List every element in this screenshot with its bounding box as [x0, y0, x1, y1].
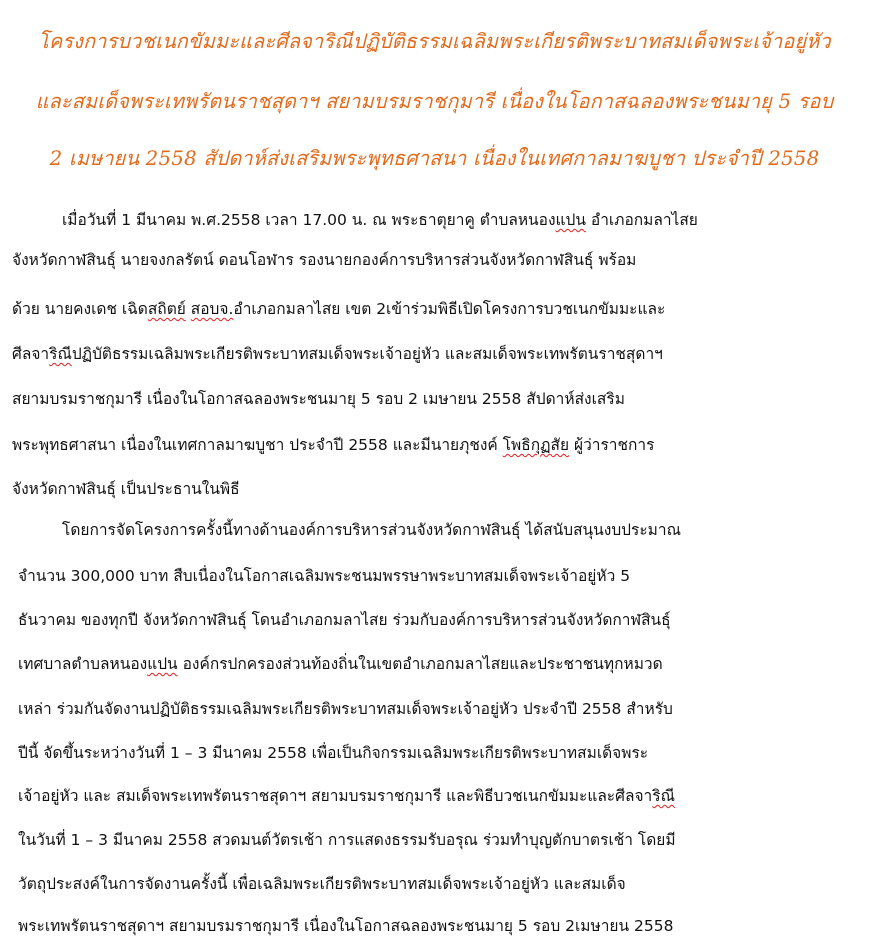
p1-line-1-end: อำเภอกมลาไสย [585, 211, 698, 229]
spell-error-word: ริณี [49, 345, 72, 363]
p1-line-1-text: เมื่อวันที่ 1 มีนาคม พ.ศ.2558 เวลา 17.00 น. ณ พระธาตุยาคู ตำบลหนอง [62, 211, 556, 229]
title-line-3: 2 เมษายน 2558 สัปดาห์ส่งเสริมพระพุทธศาสนา เนื่องในเทศกาลมาฆบูชา ประจำปี 2558 [49, 146, 820, 170]
p1-line-6-a: พระพุทธศาสนา เนื่องในเทศกาลมาฆบูชา ประจำปี 2558 และมีนายภุชงค์ [12, 436, 503, 454]
p1-line-1 [62, 208, 698, 232]
p2-line-4-b: องค์กรปกครองส่วนท้องถิ่นในเขตอำเภอกมลาไสยและประชาชนทุกหมวด [177, 655, 663, 673]
p2-line-4 [18, 652, 663, 676]
p2-line-10: พระเทพรัตนราชสุดาฯ สยามบรมราชกุมารี เนื่องในโอกาสฉลองพระชนมายุ 5 รอบ 2เมษายน 2558 [18, 917, 674, 935]
p2-line-5: เหล่า ร่วมกันจัดงานปฏิบัติธรรมเฉลิมพระเกียรติพระบาทสมเด็จพระเจ้าอยู่หัว ประจำปี 2558 สำหรับ [18, 700, 673, 718]
spell-error-word: สถิตย์ [147, 300, 186, 318]
title-line-2: และสมเด็จพระเทพรัตนราชสุดาฯ สยามบรมราชกุมารี เนื่องในโอกาสฉลองพระชนมายุ 5 รอบ [35, 89, 834, 113]
p2-line-8: ในวันที่ 1 – 3 มีนาคม 2558 สวดมนต์วัตรเช้า การแสดงธรรมรับอรุณ ร่วมทำบุญตักบาตรเช้า โดยมี [18, 831, 676, 849]
spell-error-word: ริณี [652, 787, 675, 805]
p1-line-4-b: ปฏิบัติธรรมเฉลิมพระเกียรติพระบาทสมเด็จพระเจ้าอยู่หัว และสมเด็จพระเทพรัตนราชสุดาฯ [71, 345, 663, 363]
p1-line-4 [12, 342, 663, 366]
p2-line-3: ธันวาคม ของทุกปี จังหวัดกาฬสินธุ์ โดนอำเภอกมลาไสย ร่วมกับองค์การบริหารส่วนจังหวัดกาฬสินธุ์ [18, 611, 671, 629]
p2-line-7 [18, 784, 675, 808]
p1-line-2: จังหวัดกาฬสินธุ์ นายจงกลรัตน์ ดอนโอฬาร รองนายกองค์การบริหารส่วนจังหวัดกาฬสินธุ์ พร้อม [12, 251, 637, 269]
p1-line-7: จังหวัดกาฬสินธุ์ เป็นประธานในพิธี [12, 480, 240, 498]
p1-line-4-a: ศีลจา [12, 345, 50, 363]
p2-line-2: จำนวน 300,000 บาท สืบเนื่องในโอกาสเฉลิมพระชนมพรรษาพระบาทสมเด็จพระเจ้าอยู่หัว 5 [18, 567, 631, 585]
title-line-1: โครงการบวชเนกขัมมะและศีลจาริณีปฏิบัติธรรมเฉลิมพระเกียรติพระบาทสมเด็จพระเจ้าอยู่หัว [38, 29, 831, 53]
p1-line-3-a: ด้วย นายคงเดช เฉิด [12, 300, 148, 318]
p2-line-7-a: เจ้าอยู่หัว และ สมเด็จพระเทพรัตนราชสุดาฯ สยามบรมราชกุมารี และพิธีบวชเนกขัมมะและศีลจา [18, 787, 653, 805]
p2-line-9: วัตถุประสงค์ในการจัดงานครั้งนี้ เพื่อเฉลิมพระเกียรติพระบาทสมเด็จพระเจ้าอยู่หัว และสมเด็จ [18, 875, 626, 893]
spell-error-word: สอบจ. [190, 300, 234, 318]
spell-error-word: โพธิกุฏสัย [502, 436, 570, 454]
spell-error-word: แปน [555, 211, 586, 229]
p1-line-3-c: อำเภอกมลาไสย เขต 2เข้าร่วมพิธีเปิดโครงการบวชเนกขัมมะและ [233, 300, 666, 318]
p2-line-4-a: เทศบาลตำบลหนอง [18, 655, 148, 673]
p2-line-6: ปีนี้ จัดขึ้นระหว่างวันที่ 1 – 3 มีนาคม 2558 เพื่อเป็นกิจกรรมเฉลิมพระเกียรติพระบาทสมเด็จพระ [18, 744, 649, 762]
p1-line-3 [12, 297, 665, 321]
p1-line-5: สยามบรมราชกุมารี เนื่องในโอกาสฉลองพระชนมายุ 5 รอบ 2 เมษายน 2558 สัปดาห์ส่งเสริม [12, 390, 625, 408]
p1-line-6 [12, 433, 654, 457]
p1-line-6-b: ผู้ว่าราชการ [569, 436, 655, 454]
p2-line-1: โดยการจัดโครงการครั้งนี้ทางด้านองค์การบริหารส่วนจังหวัดกาฬสินธุ์ ได้สนับสนุนงบประมาณ [62, 521, 681, 539]
spell-error-word: แปน [147, 655, 178, 673]
